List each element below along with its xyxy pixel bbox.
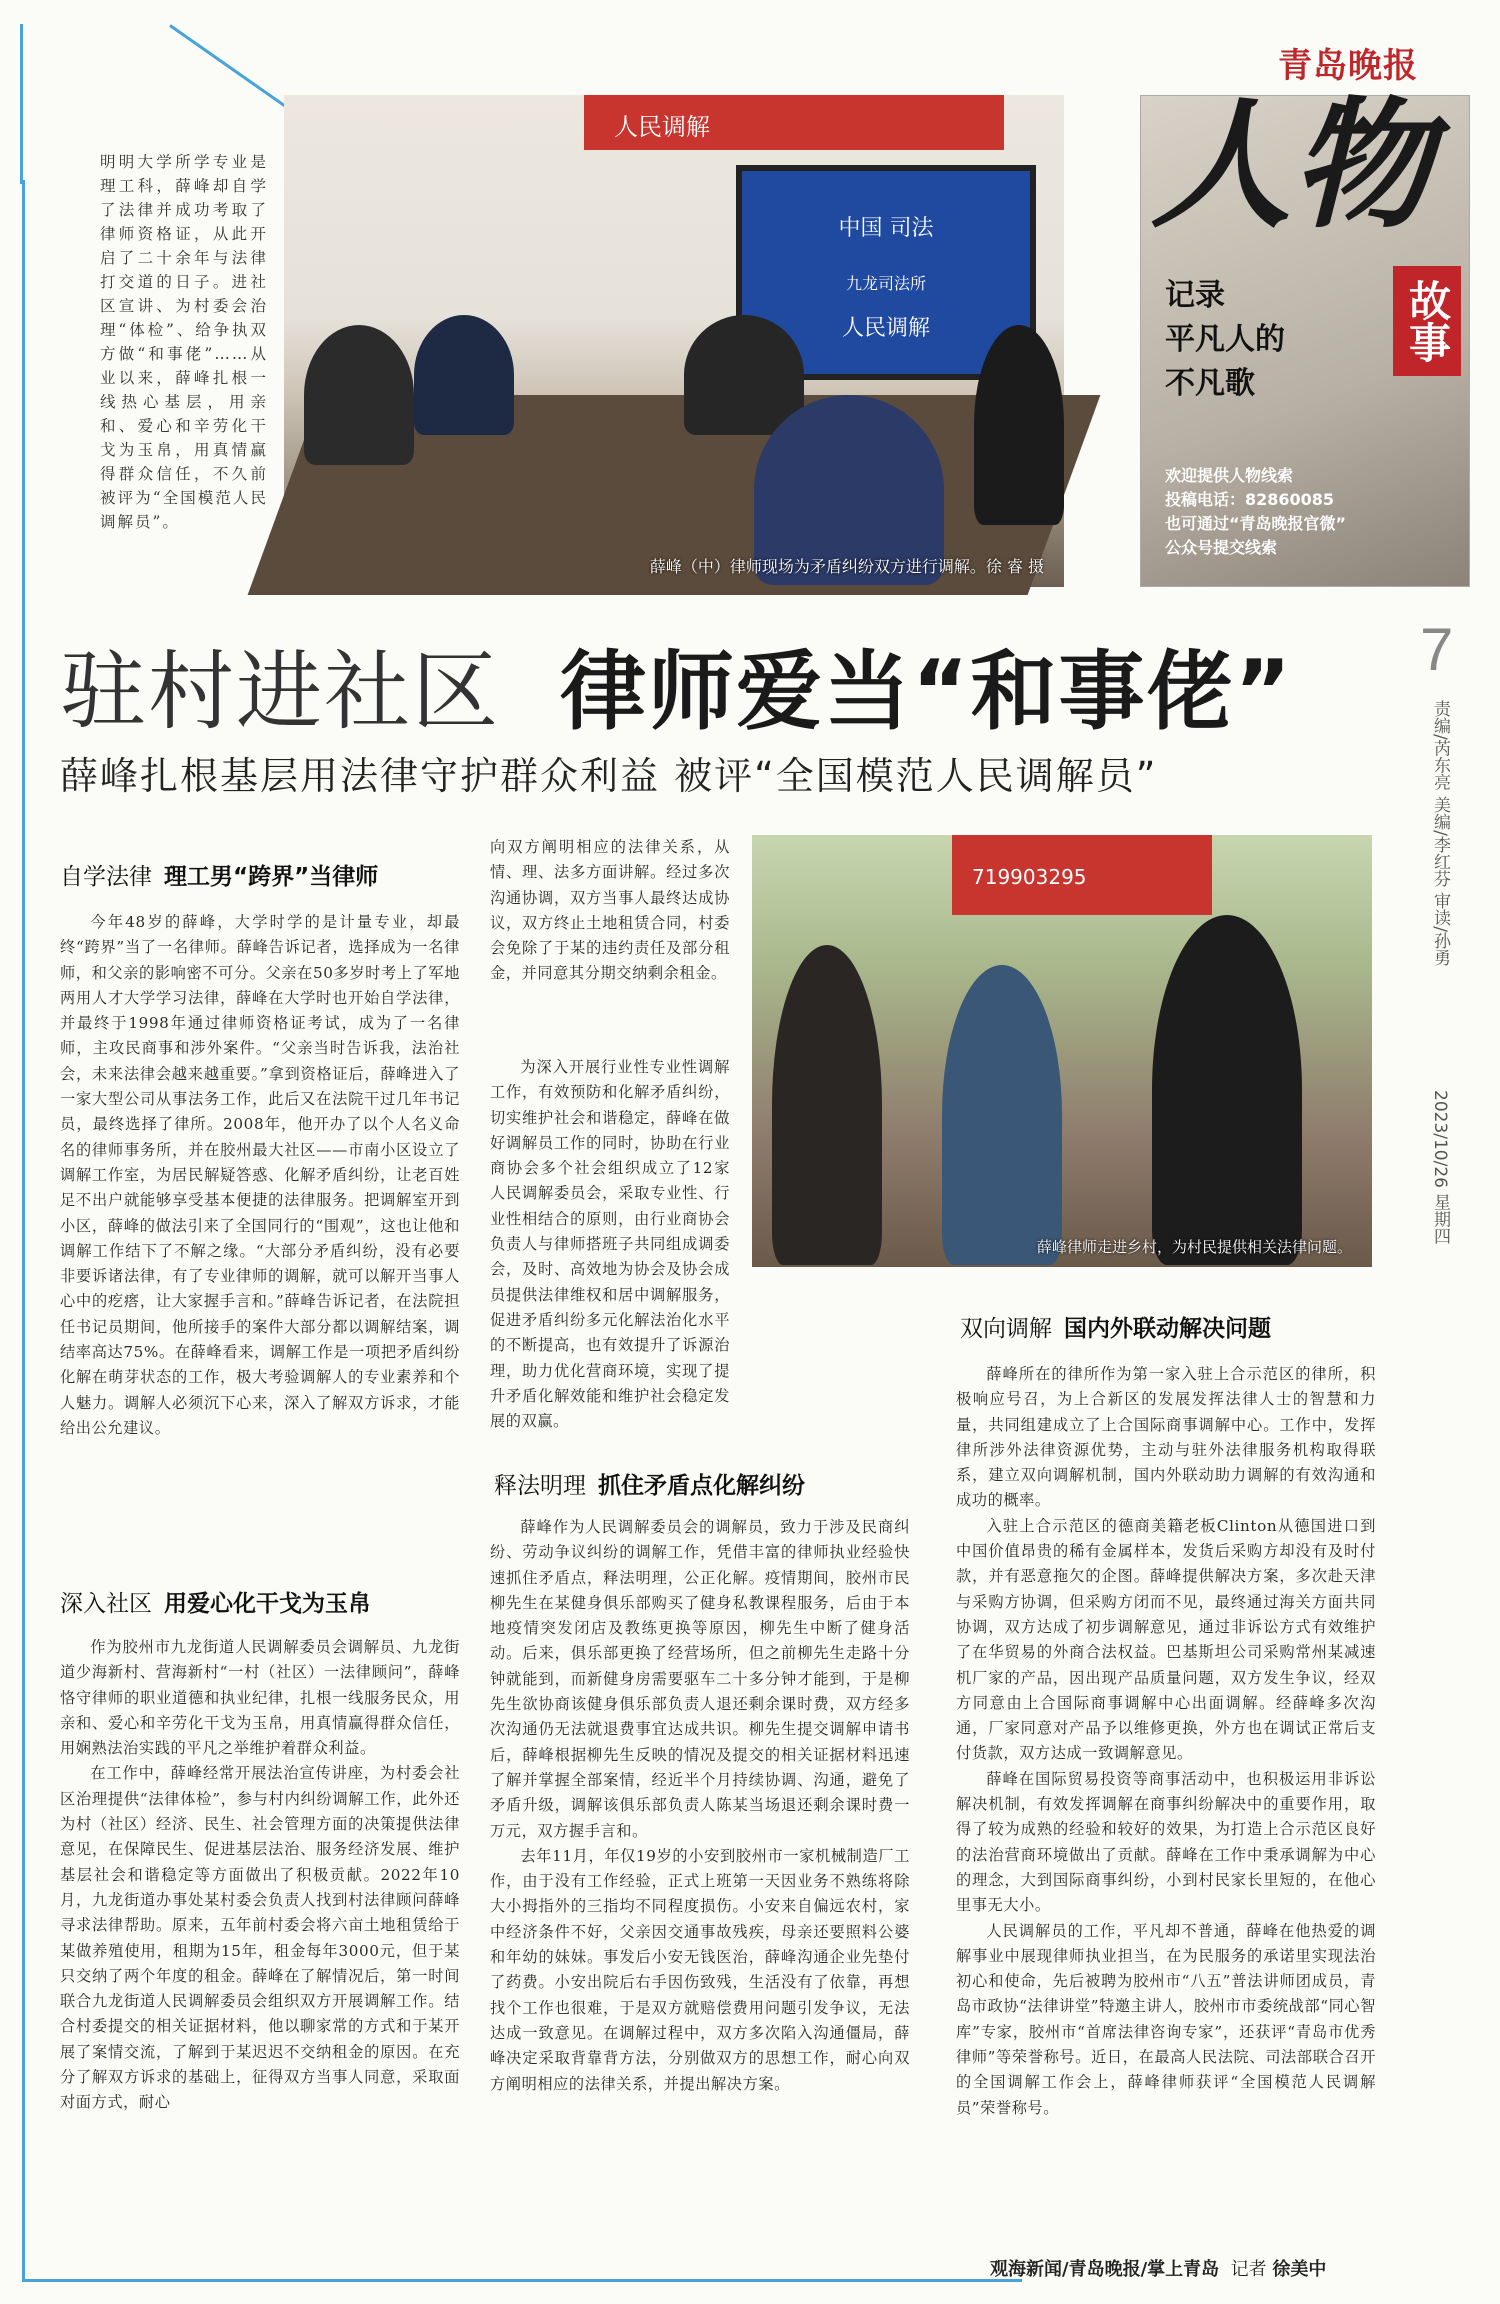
article-column-3: 薛峰所在的律所作为第一家入驻上合示范区的律所，积极响应号召，为上合新区的发展发挥法律人士的智慧和力量，共同组建成立了上合国际商事调解中心。工作中，发挥律所涉外法律资源优势，主动与驻外法律服务机构取得联系，建立双向调解机制，国内外联动助力调解的有效沟通和成功的概率。 入驻上合示范区的德商美籍老板Clinton从德国进口到中国价值昂贵的稀有金属样本，发货后采购方却没有及时付款，并有恶意拖欠的企图。薛峰提供解决方案，多次赴天津与采购方协调，但采购方闭而不见，最终通过海关方面共同协调，双方达成了初步调解意见，通过非诉讼方式有效维护了在华贸易的外商合法权益。巴基斯坦公司采购常州某减速机厂家的产品，因出现产品质量问题，双方发生争议，经双方同意由上合国际商事调解中心出面调解。经薛峰多次沟通，厂家同意对产品予以维修更换，外方也在调试正常后支付货款，双方达成一致调解意见。 薛峰在国际贸易投资等商事活动中，也积极运用非诉讼解决机制，有效发挥调解在商事纠纷解决中的重要作用，取得了较为成熟的经验和较好的效果，为打造上合示范区良好的法治营商环境做出了贡献。薛峰在工作中秉承调解为中心的理念，大到国际商事纠纷，小到村民家长里短的，在他心里事无大小。 人民调解员的工作，平凡却不普通，薛峰在他热爱的调解事业中展现律师执业担当，在为民服务的承诺里实现法治初心和使命，先后被聘为胶州市“八五”普法讲师团成员，青岛市政协“法律讲堂”特邀主讲人，胶州市市委统战部“同心智库”专家，胶州市“首席法律咨询专家”，还获评“青岛市优秀律师”等荣誉称号。近日，在最高人民法院、司法部联合召开的全国调解工作会上，薛峰律师获评“全国模范人民调解员”荣誉称号。 xyxy=(956,1365,1376,2117)
person-left-1 xyxy=(304,325,414,465)
story-badge: 故事 xyxy=(1393,266,1461,376)
article-column-2c: 薛峰作为人民调解委员会的调解员，致力于涉及民商纠纷、劳动争议纠纷的调解工作，凭借丰富的律师执业经验快速抓住矛盾点，释法明理，公正化解。疫情期间，胶州市民柳先生在某健身俱乐部购买了健身私教课程服务，后由于本地疫情突发闭店及教练更换等原因，柳先生中断了健身活动。后来，俱乐部更换了经营场所，但之前柳先生走路十分钟就能到，而新健身房需要驱车二十多分钟才能到，于是柳先生欲协商该健身俱乐部负责人退还剩余课时费，双方经多次沟通仍无法就退费事宜达成共识。柳先生提交调解申请书后，薛峰根据柳先生反映的情况及提交的相关证据材料迅速了解并掌握全部案情，经近半个月持续协调、沟通，避免了矛盾升级，调解该俱乐部负责人陈某当场退还剩余课时费一万元，双方握手言和。 去年11月，年仅19岁的小安到胶州市一家机械制造厂工作，由于没有工作经验，正式上班第一天因业务不熟练将除大小拇指外的三指均不同程度损伤。小安来自偏远农村，家中经济条件不好，父亲因交通事故残疾，母亲还要照料公婆和年幼的妹妹。事发后小安无钱医治，薛峰沟通企业先垫付了药费。小安出院后右手因伤致残，生活没有了依靠，再想找个工作也很难，于是双方就赔偿费用问题引发争议，无法达成一致意见。在调解过程中，双方多次陷入沟通僵局，薛峰决定采取背靠背方法，分别做双方的思想工作，耐心向双方阐明相应的法律关系，并提出解决方案。 xyxy=(490,1518,910,2093)
photo-banner: 人民调解 xyxy=(584,95,1004,150)
article-column-2b-cont xyxy=(490,1290,910,1430)
editors-credit: 责编/芮东亮 美编/李红芬 审读/孙勇 xyxy=(1430,700,1450,966)
column-slogan: 记录 平凡人的 不凡歌 xyxy=(1165,278,1285,401)
person-left-2 xyxy=(414,315,514,435)
person-woman-2 xyxy=(942,965,1062,1265)
subheadline: 薛峰扎根基层用法律守护群众利益 被评“全国模范人民调解员” xyxy=(60,754,1158,798)
headline: 驻村进社区 律师爱当“和事佬” xyxy=(60,642,1294,742)
section-heading-2: 深入社区 用爱心化干戈为玉帛 xyxy=(60,1591,371,1617)
section-heading-3: 释法明理 抓住矛盾点化解纠纷 xyxy=(494,1473,805,1499)
column-masthead xyxy=(1140,84,1470,587)
page-number: 7 xyxy=(1420,616,1454,683)
byline: 观海新闻/青岛晚报/掌上青岛 记者 徐美中 xyxy=(990,2259,1327,2280)
person-woman-1 xyxy=(772,945,882,1265)
person-right-2 xyxy=(974,325,1064,525)
mediation-photo xyxy=(284,95,1064,587)
person-center xyxy=(684,315,804,435)
issue-date: 2023/10/26 星期四 xyxy=(1430,1090,1450,1245)
frame-bottom-border xyxy=(22,2279,1022,2282)
intro-text: 明明大学所学专业是理工科，薛峰却自学了法律并成功考取了律师资格证，从此开启了二十余年与法律打交道的日子。进社区宣讲、为村委会治理“体检”、给争执双方做“和事佬”……从业以来，薛峰扎根一线热心基层，用亲和、爱心和辛劳化干戈为玉帛，用真情赢得群众信任，不久前被评为“全国模范人民调解员”。 xyxy=(100,153,268,531)
contact-info: 欢迎提供人物线索 投稿电话：82860085 也可通过“青岛晚报官微” 公众号提交线索 xyxy=(1165,466,1347,557)
frame-left-border xyxy=(22,180,25,2282)
article-column-1b: 作为胶州市九龙街道人民调解委员会调解员、九龙街道少海新村、营海新村“一村（社区）一法律顾问”，薛峰恪守律师的职业道德和执业纪律，扎根一线服务民众，用亲和、爱心和辛劳化干戈为玉帛，用真情赢得群众信任，用娴熟法治实践的平凡之举维护着群众利益。 在工作中，薛峰经常开展法治宣传讲座，为村委会社区治理提供“法律体检”，参与村内纠纷调解工作，此外还为村（社区）经济、民生、社会管理方面的决策提供法律意见，在保障民生、促进基层法治、服务经济发展、维护基层社会和谐稳定等方面做出了积极贡献。2022年10月，九龙街道办事处某村委会负责人找到村法律顾问薛峰寻求法律帮助。原来，五年前村委会将六亩土地租赁给于某做养殖使用，租期为15年，租金每年3000元，但于某只交纳了两个年度的租金。薛峰在了解情况后，第一时间联合九龙街道人民调解委员会组织双方开展调解工作。结合村委提交的相关证据材料，他以聊家常的方式和于某开展了案情交流，了解到于某迟迟不交纳租金的原因。在充分了解双方诉求的基础上，征得双方当事人同意，采取面对面方式，耐心 xyxy=(60,1638,460,2112)
article-column-1a: 今年48岁的薛峰，大学时学的是计量专业，却最终“跨界”当了一名律师。薛峰告诉记者，选择成为一名律师，和父亲的影响密不可分。父亲在50多岁时考上了军地两用人才大学学习法律，薛峰在大学时也开始自学法律，并最终于1998年通过律师资格证考试，成为了一名律师，主攻民商事和涉外案件。“父亲当时告诉我，法治社会，未来法律会越来越重要。”拿到资格证后，薛峰进入了一家大型公司从事法务工作，此后又在法院干过几年书记员，最终选择了律所。2008年，他开办了以个人名义命名的律师事务所，并在胶州最大社区——市南小区设立了调解工作室，为居民解疑答惑、化解矛盾纠纷，让老百姓足不出户就能够享受基本便捷的法律服务。把调解室开到小区，薛峰的做法引来了全国同行的“围观”，这也让他和调解工作结下了不解之缘。“大部分矛盾纠纷，没有必要非要诉诸法律，有了专业律师的调解，就可以解开当事人心中的疙瘩，让大家握手言和。”薛峰告诉记者，在法院担任书记员期间，他所接手的案件大部分都以调解结案，调结率高达75%。在薛峰看来，调解工作是一项把矛盾纠纷化解在萌芽状态的工作，极大考验调解人的专业素养和个人魅力。调解人必须沉下心来，深入了解双方诉求，才能给出公允建议。 xyxy=(60,913,460,1437)
newspaper-logo: 青岛晚报 xyxy=(1278,46,1418,86)
section-heading-4: 双向调解 国内外联动解决问题 xyxy=(960,1316,1271,1342)
section-heading-1: 自学法律 理工男“跨界”当律师 xyxy=(60,864,379,890)
article-column-2b: 为深入开展行业性专业性调解工作，有效预防和化解矛盾纠纷，切实维护社会和谐稳定，薛峰在做好调解员工作的同时，协助在行业商协会多个社会组织成立了12家人民调解委员会，采取专业性、行业性相结合的原则，由行业商协会负责人与律师搭班子共同组成调委会，及时、高效地为协会及协会成员提供法律维权和居中调解服务，促进矛盾纠纷多元化解法治化水平的不断提高，也有效提升了诉源治理，助力优化营商环境，实现了提升矛盾化解效能和维护社会稳定发展的双赢。 xyxy=(490,1058,730,1431)
tv-screen: 中国 司法 九龙司法所 人民调解 xyxy=(736,165,1036,380)
column-title: 人物 xyxy=(1151,84,1432,248)
article-column-2a: 向双方阐明相应的法律关系，从情、理、法多方面讲解。经过多次沟通协调，双方当事人最终达成协议，双方终止土地租赁合同，村委会免除了于某的违约责任及部分租金，并同意其分期交纳剩余租金。 xyxy=(490,838,730,983)
person-lawyer xyxy=(1152,915,1302,1265)
photo-sign: 719903295 xyxy=(952,835,1212,915)
village-photo xyxy=(752,835,1372,1267)
photo-caption: 薛峰（中）律师现场为矛盾纠纷双方进行调解。徐 睿 摄 xyxy=(649,557,1044,576)
photo-caption-2: 薛峰律师走进乡村，为村民提供相关法律问题。 xyxy=(1036,1238,1352,1256)
